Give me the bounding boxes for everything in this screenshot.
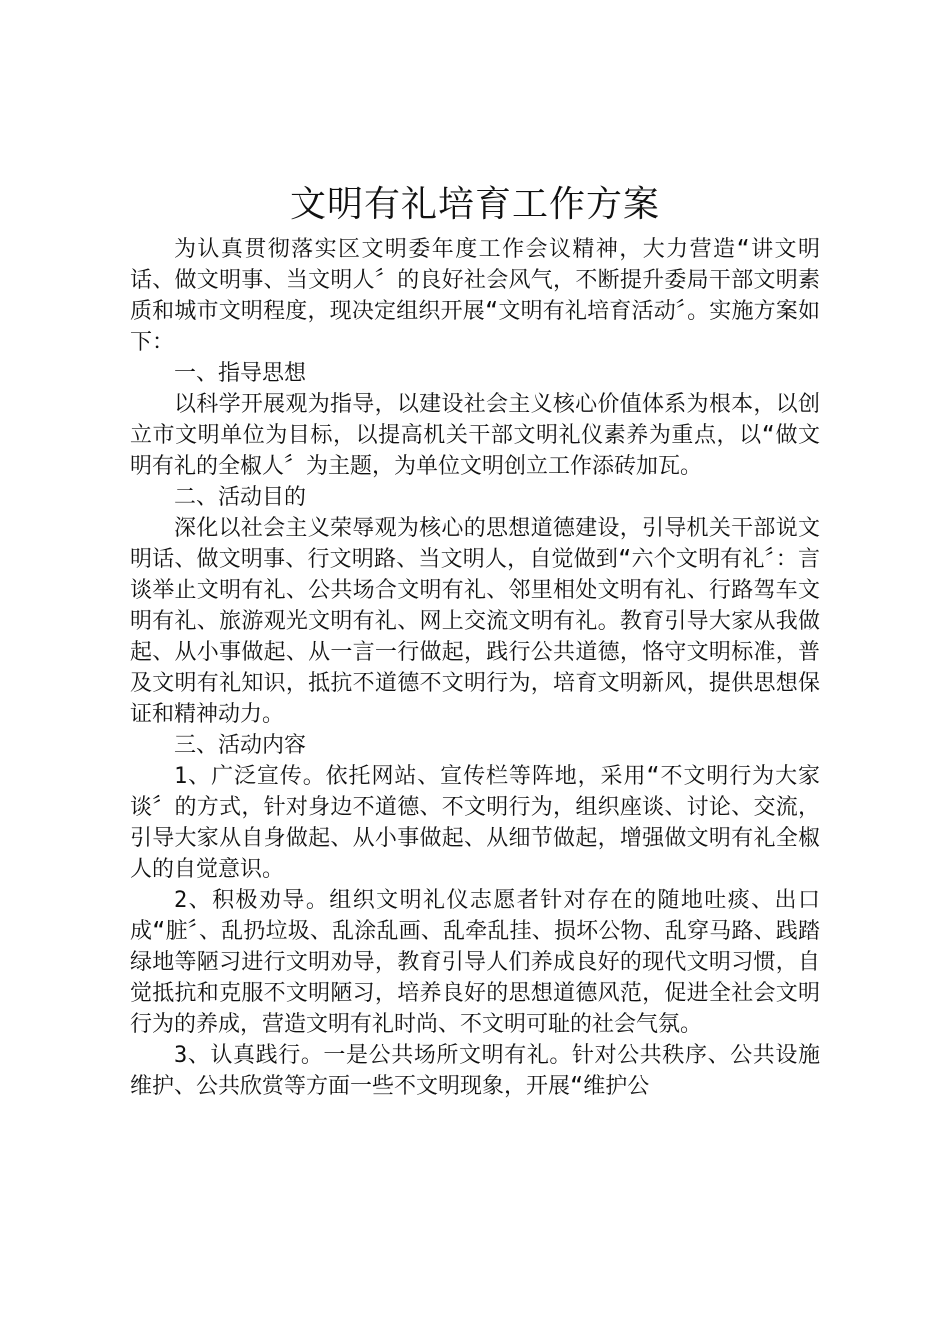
content-item-publicity: 1、广泛宣传。依托网站、宣传栏等阵地，采用“不文明行为大家谈〞的方式，针对身边不道德、不文明行为，组织座谈、讨论、交流，引导大家从自身做起、从小事做起、从细节做起，增强做文明有礼全椒人的自觉意识。 bbox=[130, 764, 820, 882]
document-title: 文明有礼培育工作方案 bbox=[289, 184, 660, 225]
content-item-practice: 3、认真践行。一是公共场所文明有礼。针对公共秩序、公共设施维护、公共欣赏等方面一些不文明现象，开展“维护公 bbox=[130, 1043, 820, 1099]
section-heading-activity-purpose: 二、活动目的 bbox=[174, 485, 307, 510]
section-heading-guiding-thought: 一、指导思想 bbox=[174, 361, 307, 386]
activity-purpose-paragraph: 深化以社会主义荣辱观为核心的思想道德建设，引导机关干部说文明话、做文明事、行文明路、当文明人，自觉做到“六个文明有礼〞：言谈举止文明有礼、公共场合文明有礼、邻里相处文明有礼、行路驾车文明有礼、旅游观光文明有礼、网上交流文明有礼。教育引导大家从我做起、从小事做起、从一言一行做起，践行公共道德，恪守文明标准，普及文明有礼知识，抵抗不道德不文明行为，培育文明新风，提供思想保证和精神动力。 bbox=[130, 516, 820, 727]
section-heading-activity-content: 三、活动内容 bbox=[174, 733, 307, 758]
content-item-persuasion: 2、积极劝导。组织文明礼仪志愿者针对存在的随地吐痰、出口成“脏〞、乱扔垃圾、乱涂乱画、乱牵乱挂、损坏公物、乱穿马路、践踏绿地等陋习进行文明劝导，教育引导人们养成良好的现代文明习惯，自觉抵抗和克服不文明陋习，培养良好的思想道德风范，促进全社会文明行为的养成，营造文明有礼时尚、不文明可耻的社会气氛。 bbox=[130, 888, 820, 1037]
guiding-thought-paragraph: 以科学开展观为指导，以建设社会主义核心价值体系为根本，以创立市文明单位为目标，以提高机关干部文明礼仪素养为重点，以“做文明有礼的全椒人〞为主题，为单位文明创立工作添砖加瓦。 bbox=[130, 392, 820, 479]
intro-paragraph: 为认真贯彻落实区文明委年度工作会议精神，大力营造“讲文明话、做文明事、当文明人〞的良好社会风气，不断提升委局干部文明素质和城市文明程度，现决定组织开展“文明有礼培育活动〞。实施方案如下： bbox=[130, 237, 820, 355]
document-body bbox=[130, 234, 820, 1102]
